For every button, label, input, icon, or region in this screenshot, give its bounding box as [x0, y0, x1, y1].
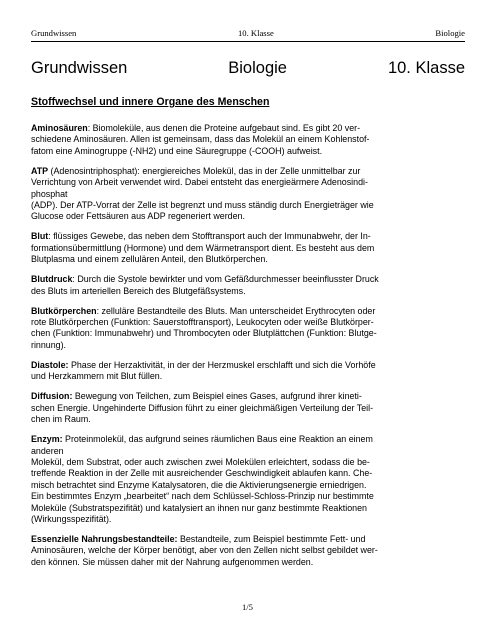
glossary-entry — [31, 534, 463, 568]
entry-line — [31, 189, 463, 200]
entry-text: rinnung). — [31, 339, 67, 350]
title-left: Grundwissen — [31, 59, 128, 77]
entry-term: Blutkörperchen — [31, 305, 97, 316]
running-header — [31, 28, 465, 42]
document-title — [31, 58, 465, 78]
entry-text: Moleküle (Substratspezifität) und katalysiert an ihnen nur ganz bestimmte Reaktionen — [31, 502, 367, 513]
entry-text: : Durch die Systole bewirkter und vom Gefäßdurchmesser beeinflusster Druck — [72, 274, 379, 285]
glossary-entry — [31, 434, 463, 525]
entry-text: Blutplasma und einem zellulären Anteil, den Blutkörperchen. — [31, 254, 268, 265]
entry-line — [31, 503, 463, 514]
entry-line — [31, 134, 463, 145]
entry-term: Diffusion: — [31, 391, 73, 402]
entry-text: und Herzkammern mit Blut füllen. — [31, 371, 163, 382]
entry-line — [31, 480, 463, 491]
entry-text: : flüssiges Gewebe, das neben dem Stofftransport auch der Immunabwehr, der In- — [48, 231, 371, 242]
entry-line — [31, 371, 463, 382]
entry-line — [31, 468, 463, 479]
entry-text: phosphat — [31, 188, 68, 199]
entry-text: (Adenosintriphosphat): energiereiches Molekül, das in der Zelle unmittelbar zur — [48, 165, 361, 176]
section-heading: Stoffwechsel und innere Organe des Menschen — [31, 96, 270, 108]
entry-line — [31, 434, 463, 445]
entry-term: Aminosäuren — [31, 123, 88, 133]
glossary-entry — [31, 123, 463, 157]
entry-text: : zelluläre Bestandteile des Bluts. Man unterscheidet Erythrocyten oder — [96, 305, 376, 316]
entry-text: schiedene Aminosäuren. Allen ist gemeinsam, dass das Molekül an einem Kohlenstof- — [31, 134, 370, 145]
entry-term: ATP — [31, 165, 49, 176]
entry-line — [31, 211, 463, 222]
entry-term: Blut — [31, 231, 49, 242]
entry-term: Blutdruck — [31, 274, 73, 285]
entry-line — [31, 231, 463, 242]
entry-text: rote Blutkörperchen (Funktion: Sauerstofftransport), Leukocyten oder weiße Blutkörper- — [31, 317, 374, 328]
entry-text: (Wirkungsspezifität). — [31, 513, 112, 524]
entry-text: formationsübermittlung (Hormone) und dem Wärmetransport dient. Es besteht aus dem — [31, 242, 375, 253]
glossary-entry — [31, 166, 463, 223]
glossary-entry — [31, 231, 463, 265]
header-right: Biologie — [435, 28, 465, 38]
entry-text: schen Energie. Ungehinderte Diffusion führt zu einer gleichmäßigen Verteilung der Teil- — [31, 402, 374, 413]
entry-text: : Biomoleküle, aus denen die Proteine aufgebaut sind. Es gibt 20 ver- — [87, 123, 361, 133]
entry-line — [31, 274, 463, 285]
entry-text: chen im Raum. — [31, 414, 91, 425]
entry-text: Proteinmolekül, das aufgrund seines räumlichen Baus eine Reaktion an einem — [62, 434, 373, 445]
entry-line — [31, 391, 463, 402]
entry-text: misch betrachtet sind Enzyme Katalysatoren, die die Aktivierungsenergie erniedrigen. — [31, 479, 367, 490]
entry-text: Aminosäuren, welche der Körper benötigt, aber von den Zellen nicht selbst gebildet wer- — [31, 545, 378, 556]
entry-text: den können. Sie müssen daher mit der Nahrung aufgenommen werden. — [31, 556, 314, 567]
entry-line — [31, 328, 463, 339]
glossary-entries — [31, 123, 463, 577]
glossary-entry — [31, 306, 463, 352]
entry-line — [31, 146, 463, 157]
entry-line — [31, 123, 463, 134]
entry-line — [31, 457, 463, 468]
entry-line — [31, 286, 463, 297]
entry-line — [31, 414, 463, 425]
entry-line — [31, 177, 463, 188]
entry-text: des Bluts im arteriellen Bereich des Blutgefäßsystems. — [31, 285, 246, 296]
entry-line — [31, 403, 463, 414]
entry-term: Essenzielle Nahrungsbestandteile: — [31, 533, 178, 544]
entry-line — [31, 557, 463, 568]
entry-text: anderen — [31, 445, 64, 456]
entry-line — [31, 446, 463, 457]
entry-line — [31, 166, 463, 177]
title-center: Biologie — [228, 59, 287, 77]
entry-text: Molekül, dem Substrat, oder auch zwischen zwei Molekülen erleichtert, sodass die be- — [31, 456, 370, 467]
header-center: 10. Klasse — [237, 28, 274, 38]
header-left: Grundwissen — [31, 28, 77, 38]
entry-line — [31, 200, 463, 211]
entry-text: Phase der Herzaktivität, in der der Herzmuskel erschlafft und sich die Vorhöfe — [68, 359, 376, 370]
entry-text: treffende Reaktion in der Zelle mit ausreichender Geschwindigkeit ablaufen kann. Che- — [31, 468, 373, 479]
entry-text: (ADP). Der ATP-Vorrat der Zelle ist begrenzt und muss ständig durch Energieträger wie — [31, 200, 374, 211]
entry-line — [31, 243, 463, 254]
entry-text: Verrichtung von Arbeit verwendet wird. Dabei entsteht das energieärmere Adenosindi- — [31, 177, 368, 188]
entry-text: Ein bestimmtes Enzym „bearbeitet“ nach dem Schlüssel-Schloss-Prinzip nur bestimmte — [31, 491, 374, 502]
glossary-entry — [31, 360, 463, 383]
entry-line — [31, 340, 463, 351]
glossary-entry — [31, 391, 463, 425]
entry-line — [31, 317, 463, 328]
entry-term: Diastole: — [31, 359, 69, 370]
entry-line — [31, 360, 463, 371]
entry-term: Enzym: — [31, 434, 63, 445]
entry-text: Bestandteile, zum Beispiel bestimmte Fett- und — [177, 533, 366, 544]
entry-line — [31, 534, 463, 545]
page-number: 1/5 — [242, 602, 253, 612]
entry-line — [31, 306, 463, 317]
entry-text: Bewegung von Teilchen, zum Beispiel eines Gases, aufgrund ihrer kineti- — [72, 391, 362, 402]
entry-line — [31, 545, 463, 556]
entry-text: fatom eine Aminogruppe (-NH2) und eine Säuregruppe (-COOH) aufweist. — [31, 145, 323, 156]
glossary-entry — [31, 274, 463, 297]
entry-line — [31, 491, 463, 502]
entry-line — [31, 514, 463, 525]
entry-text: chen (Funktion: Immunabwehr) und Thrombocyten oder Blutplättchen (Funktion: Blutge- — [31, 328, 377, 339]
title-right: 10. Klasse — [387, 59, 465, 77]
entry-line — [31, 254, 463, 265]
entry-text: Glucose oder Fettsäuren aus ADP regeneriert werden. — [31, 211, 245, 222]
